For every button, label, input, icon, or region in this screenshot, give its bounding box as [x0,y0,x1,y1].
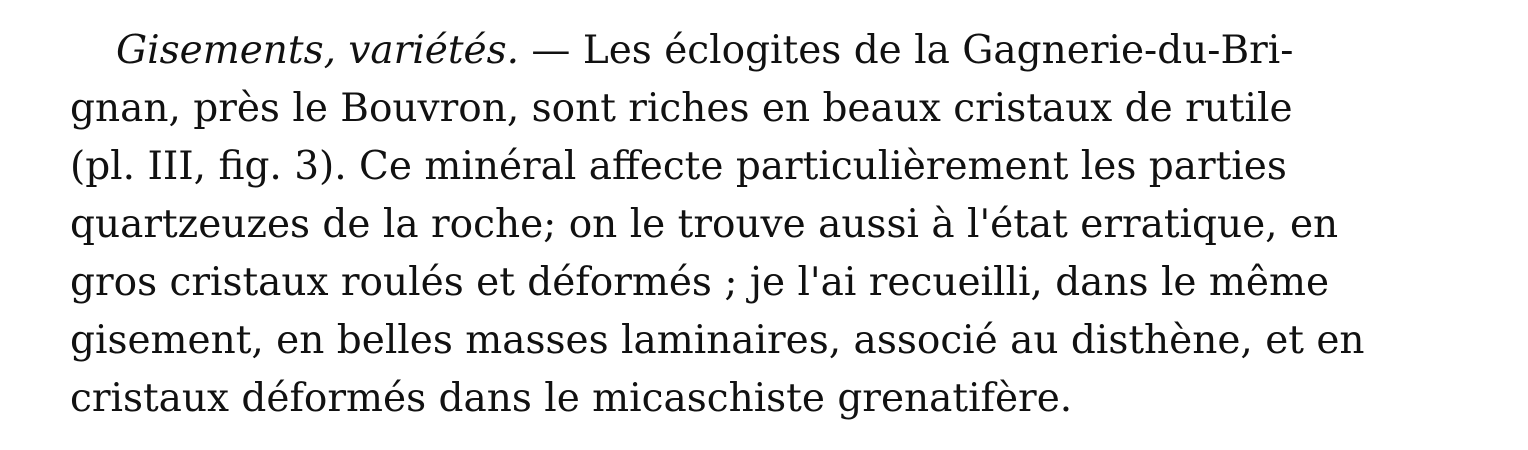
text-line-4: quartzeuzes de la roche; on le trouve aussi à l'état erratique, en [70,202,1339,247]
text-line-2: gnan, près le Bouvron, sont riches en beaux cristaux de rutile [70,86,1293,131]
text-line-1 [116,26,1470,76]
section-heading: Gisements, variétés. [116,28,520,73]
text-line-1-rest: — Les éclogites de la Gagnerie-du-Bri- [519,28,1294,73]
text-line-3: (pl. III, fig. 3). Ce minéral affecte particulièrement les parties [70,144,1287,189]
text-line-6: gisement, en belles masses laminaires, associé au disthène, et en [70,318,1365,363]
text-line-7: cristaux déformés dans le micaschiste grenatifère. [70,376,1073,421]
text-line-5: gros cristaux roulés et déformés ; je l'ai recueilli, dans le même [70,260,1330,305]
